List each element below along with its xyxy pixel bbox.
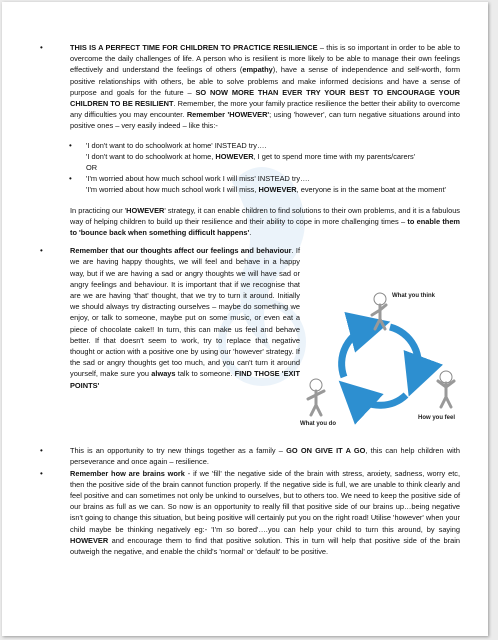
text-run: , everyone is in the same boat at the moment' — [296, 185, 446, 195]
cycle-arrow — [342, 327, 370, 377]
text-run-bold: to enable them to 'bounce back when something difficult happens' — [70, 216, 461, 238]
text-run: ), have a sense of independence and self-worth, form positive relationships with others, be able to solve problems and make informed decisions and have a sense of purpose and goals for the future – — [70, 65, 461, 97]
label-what-you-think: What you think — [392, 293, 435, 300]
text-run-bold: FIND THOSE 'EXIT POINTS' — [70, 369, 300, 390]
example-2 — [69, 173, 460, 195]
doing-figure-icon — [308, 379, 324, 415]
sub-bullet-icon: • — [69, 174, 72, 184]
text-run: , this can help children with perseverance and once again – resilience. — [70, 446, 460, 467]
label-what-you-do: What you do — [300, 421, 336, 428]
paragraph-try-new-things — [36, 445, 460, 467]
text-run-bold: always — [151, 369, 176, 379]
text-run: 'I don't want to do schoolwork at home' INSTEAD try…. — [86, 140, 267, 150]
text-run: This is an opportunity to try new things together as a family – — [70, 446, 287, 456]
bullet-icon: • — [40, 246, 43, 256]
example-1 — [69, 140, 460, 174]
text-run-bold: Remember that our thoughts affect our feelings and behaviour — [70, 246, 292, 256]
text-run: ' strategy, it can enable children to find solutions to their own problems, and it is a fabulous way of helping children to build up their resilience and their ability to cope in more challenging times – — [70, 205, 460, 226]
thinking-figure-icon — [372, 293, 386, 329]
text-run: 'I don't want to do schoolwork at home, — [86, 151, 216, 161]
bullet-icon: • — [40, 43, 43, 52]
text-run: ; using 'however', can turn negative situations around into positive ones – very easily indeed – like this:- — [70, 110, 460, 131]
text-run-bold: GO ON GIVE IT A GO — [286, 446, 366, 456]
document-page — [2, 2, 488, 636]
text-run-bold: HOWEVER — [258, 185, 297, 195]
text-run-bold: HOWEVER — [126, 205, 165, 215]
paragraph-thoughts — [36, 245, 300, 445]
text-run-bold: Remember 'HOWEVER' — [186, 110, 270, 120]
text-run: . — [249, 228, 252, 238]
text-run-bold: HOWEVER — [215, 151, 254, 161]
text-run-bold: Remember how are brains work — [70, 468, 185, 478]
text-run: OR — [86, 163, 98, 173]
however-examples — [69, 140, 460, 196]
text-run: talk to someone. — [175, 369, 235, 379]
document-body — [36, 42, 460, 557]
bullet-icon: • — [40, 468, 43, 478]
cycle-arrow — [354, 395, 406, 405]
text-run: . Remember, the more your family practice resilience the better their ability to overcome any difficulties you may encounter. — [70, 99, 460, 120]
paragraph-resilience — [36, 42, 460, 132]
text-run: In practicing our ' — [70, 205, 127, 215]
text-run: and encourage them to find that positive solution. This in turn will help that positive side of the brain outweigh the negative, and enable the child's 'normal' or 'default' to be positive. — [70, 535, 460, 557]
text-run: . If we are having happy thoughts, we will feel and behave in a happy way, but if we are having a sad or angry thoughts we will have sad or angry feelings and behaviour. It is important that if we recognise that are we are having 'that' thought, that we try to turn it around. Initially we should always try distracting ourselves – maybe do something we enjoy, or talk to someone, maybe put on some music, or even eat a piece of chocolate cake!! In turn, this can make us feel and behave better. If that doesn't seem to work, try to replace that negative thought or action with a positive one by using our 'however' strategy. If the sad or angry thoughts get too much, and you can't turn it around yourself, make sure you — [70, 246, 300, 379]
text-run-bold: HOWEVER — [70, 535, 109, 545]
thoughts-section — [36, 245, 460, 445]
text-run: , I get to spend more time with my parents/carers' — [253, 151, 416, 161]
feeling-figure-icon — [438, 371, 454, 407]
cycle-arrow — [390, 327, 418, 377]
text-run-bold: empathy — [242, 65, 273, 75]
text-run: – this is so important in order to be able to overcome the daily challenges of life. A person who is resilient is more likely to be able to manage their own feelings effectively and understand the feelings of others ( — [70, 43, 460, 75]
heading-resilience: THIS IS A PERFECT TIME FOR CHILDREN TO PRACTICE RESILIENCE — [70, 43, 318, 52]
bullet-icon: • — [40, 446, 43, 456]
paragraph-brains — [36, 468, 460, 558]
text-run: 'I'm worried about how much school work I will miss' INSTEAD try…. — [86, 174, 310, 184]
sub-bullet-icon: • — [69, 140, 72, 150]
paragraph-however-strategy — [70, 205, 460, 239]
text-run: 'I'm worried about how much school work I will miss, — [86, 185, 259, 195]
think-feel-do-cycle-diagram — [300, 285, 460, 445]
label-how-you-feel: How you feel — [418, 415, 456, 422]
text-run-bold: SO NOW MORE THAN EVER TRY YOUR BEST TO ENCOURAGE YOUR CHILDREN TO BE RESILIENT — [70, 87, 460, 109]
text-run: - if we 'fill' the negative side of the brain with stress, anxiety, sadness, worry etc, then the positive side of the brain cannot function properly. If the negative side is full, we are unable to think clearly and feel positive and can sometimes not only be unkind to ourselves, but to others too. We need to keep the positive side of our brains as full as we can. So now is an opportunity to really fill that positive side of our brains up…being negative isn't going to change this situation, but being positive will certainly put you on the right road! Utilise 'however' when your child maybe be thinking negatively eg:- 'I'm so bored'….you can help your child to turn this around, by saying — [70, 468, 461, 534]
